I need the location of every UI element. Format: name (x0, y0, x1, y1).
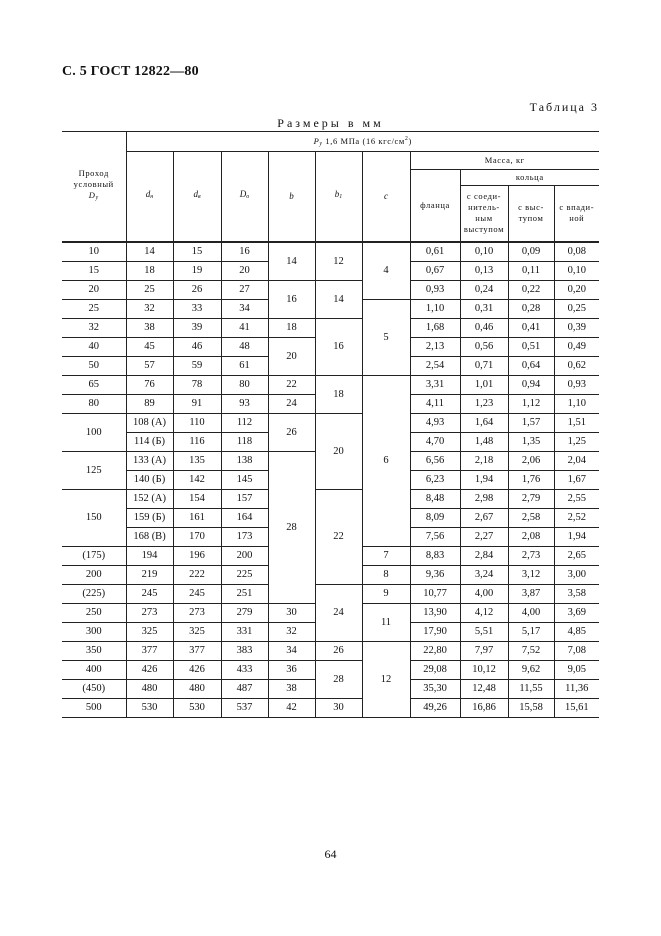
cell-mass-flange: 0,61 (410, 242, 460, 262)
cell-b: 24 (268, 394, 315, 413)
cell-mass-connecting: 0,31 (460, 299, 508, 318)
cell-b1: 30 (315, 698, 362, 717)
cell-c: 7 (362, 546, 410, 565)
cell-dn: 426 (126, 660, 173, 679)
cell-mass-connecting: 5,51 (460, 622, 508, 641)
cell-mass-connecting: 0,71 (460, 356, 508, 375)
cell-d0: 487 (221, 679, 268, 698)
cell-mass-recess: 11,36 (554, 679, 599, 698)
cell-mass-connecting: 0,56 (460, 337, 508, 356)
cell-mass-recess: 1,94 (554, 527, 599, 546)
cell-d0: 48 (221, 337, 268, 356)
cell-mass-connecting: 1,01 (460, 375, 508, 394)
cell-b: 42 (268, 698, 315, 717)
cell-dv: 273 (173, 603, 221, 622)
cell-b: 30 (268, 603, 315, 622)
col-ring-connecting: с соеди- нитель- ным выступом (460, 186, 508, 242)
cell-mass-connecting: 0,46 (460, 318, 508, 337)
document-header: С. 5 ГОСТ 12822—80 (62, 64, 199, 79)
cell-mass-flange: 6,56 (410, 451, 460, 470)
cell-dy: 65 (62, 375, 126, 394)
cell-dv: 39 (173, 318, 221, 337)
cell-c: 12 (362, 641, 410, 717)
cell-dn: 25 (126, 280, 173, 299)
cell-b1: 24 (315, 584, 362, 641)
cell-mass-flange: 17,90 (410, 622, 460, 641)
table-row (62, 698, 599, 717)
col-b: b (268, 152, 315, 242)
cell-dv: 426 (173, 660, 221, 679)
cell-mass-recess: 3,58 (554, 584, 599, 603)
cell-d0: 61 (221, 356, 268, 375)
cell-dv: 19 (173, 261, 221, 280)
cell-mass-connecting: 2,18 (460, 451, 508, 470)
cell-mass-recess: 0,49 (554, 337, 599, 356)
cell-dy: 15 (62, 261, 126, 280)
cell-mass-recess: 3,69 (554, 603, 599, 622)
cell-dv: 135 (173, 451, 221, 470)
cell-mass-projection: 3,12 (508, 565, 554, 584)
cell-b1: 18 (315, 375, 362, 413)
cell-mass-projection: 5,17 (508, 622, 554, 641)
col-b1: b1 (315, 152, 362, 242)
cell-dy: 300 (62, 622, 126, 641)
cell-dv: 161 (173, 508, 221, 527)
cell-dy: 25 (62, 299, 126, 318)
cell-b1: 20 (315, 413, 362, 489)
cell-mass-connecting: 0,24 (460, 280, 508, 299)
cell-dn: 133 (А) (126, 451, 173, 470)
cell-mass-recess: 3,00 (554, 565, 599, 584)
cell-mass-projection: 0,94 (508, 375, 554, 394)
cell-dv: 78 (173, 375, 221, 394)
cell-mass-flange: 29,08 (410, 660, 460, 679)
cell-mass-flange: 0,67 (410, 261, 460, 280)
cell-mass-flange: 4,11 (410, 394, 460, 413)
cell-mass-projection: 2,08 (508, 527, 554, 546)
cell-mass-connecting: 1,94 (460, 470, 508, 489)
cell-b1: 16 (315, 318, 362, 375)
cell-b: 16 (268, 280, 315, 318)
cell-dn: 159 (Б) (126, 508, 173, 527)
cell-dy: 40 (62, 337, 126, 356)
cell-dv: 15 (173, 242, 221, 262)
cell-mass-flange: 22,80 (410, 641, 460, 660)
cell-mass-projection: 7,52 (508, 641, 554, 660)
cell-dy: 20 (62, 280, 126, 299)
table-label: Таблица 3 (529, 100, 599, 114)
cell-mass-flange: 7,56 (410, 527, 460, 546)
cell-b1: 12 (315, 242, 362, 281)
cell-dy: (175) (62, 546, 126, 565)
cell-dn: 14 (126, 242, 173, 262)
table-row (62, 641, 599, 660)
col-dn: dн (126, 152, 173, 242)
cell-mass-flange: 3,31 (410, 375, 460, 394)
cell-mass-projection: 0,22 (508, 280, 554, 299)
cell-mass-projection: 9,62 (508, 660, 554, 679)
cell-mass-projection: 0,09 (508, 242, 554, 262)
cell-dn: 219 (126, 565, 173, 584)
cell-dy: (450) (62, 679, 126, 698)
cell-dn: 377 (126, 641, 173, 660)
col-D0: Dо (221, 152, 268, 242)
cell-mass-flange: 10,77 (410, 584, 460, 603)
cell-dv: 377 (173, 641, 221, 660)
cell-mass-flange: 13,90 (410, 603, 460, 622)
cell-mass-flange: 2,13 (410, 337, 460, 356)
cell-dv: 154 (173, 489, 221, 508)
cell-dn: 114 (Б) (126, 432, 173, 451)
cell-dv: 325 (173, 622, 221, 641)
cell-dy: 200 (62, 565, 126, 584)
cell-mass-recess: 2,65 (554, 546, 599, 565)
cell-mass-recess: 0,25 (554, 299, 599, 318)
cell-mass-flange: 49,26 (410, 698, 460, 717)
cell-b: 26 (268, 413, 315, 451)
cell-mass-recess: 1,51 (554, 413, 599, 432)
cell-mass-flange: 1,68 (410, 318, 460, 337)
dimensions-table (62, 131, 599, 718)
col-flange-mass: фланца (410, 170, 460, 242)
cell-dn: 108 (А) (126, 413, 173, 432)
cell-mass-projection: 15,58 (508, 698, 554, 717)
pressure-header: Py 1,6 МПа (16 кгс/$см^2$) (126, 132, 599, 152)
cell-mass-flange: 8,83 (410, 546, 460, 565)
cell-d0: 27 (221, 280, 268, 299)
cell-b: 18 (268, 318, 315, 337)
cell-mass-projection: 1,57 (508, 413, 554, 432)
cell-mass-projection: 0,41 (508, 318, 554, 337)
cell-mass-connecting: 7,97 (460, 641, 508, 660)
cell-mass-recess: 0,93 (554, 375, 599, 394)
cell-mass-recess: 0,20 (554, 280, 599, 299)
cell-b: 22 (268, 375, 315, 394)
cell-mass-recess: 0,62 (554, 356, 599, 375)
cell-c: 9 (362, 584, 410, 603)
cell-dv: 116 (173, 432, 221, 451)
table-row (62, 280, 599, 299)
cell-d0: 251 (221, 584, 268, 603)
cell-d0: 157 (221, 489, 268, 508)
cell-dv: 91 (173, 394, 221, 413)
cell-mass-flange: 8,09 (410, 508, 460, 527)
cell-dn: 325 (126, 622, 173, 641)
cell-d0: 118 (221, 432, 268, 451)
cell-mass-projection: 1,35 (508, 432, 554, 451)
page-number: 64 (324, 847, 337, 861)
cell-mass-projection: 0,28 (508, 299, 554, 318)
cell-b: 20 (268, 337, 315, 375)
cell-d0: 20 (221, 261, 268, 280)
cell-dv: 245 (173, 584, 221, 603)
cell-mass-flange: 4,70 (410, 432, 460, 451)
cell-mass-recess: 1,25 (554, 432, 599, 451)
cell-b: 28 (268, 451, 315, 603)
col-ring-projection: с выс- тупом (508, 186, 554, 242)
cell-dv: 142 (173, 470, 221, 489)
cell-b1: 28 (315, 660, 362, 698)
cell-mass-recess: 0,10 (554, 261, 599, 280)
cell-b: 36 (268, 660, 315, 679)
cell-dy: 32 (62, 318, 126, 337)
cell-mass-recess: 1,10 (554, 394, 599, 413)
cell-b: 38 (268, 679, 315, 698)
table-row (62, 584, 599, 603)
cell-mass-connecting: 1,64 (460, 413, 508, 432)
cell-c: 5 (362, 299, 410, 375)
cell-dv: 196 (173, 546, 221, 565)
cell-dv: 222 (173, 565, 221, 584)
cell-dv: 170 (173, 527, 221, 546)
cell-mass-connecting: 2,27 (460, 527, 508, 546)
cell-dv: 110 (173, 413, 221, 432)
cell-dy: 250 (62, 603, 126, 622)
cell-dn: 194 (126, 546, 173, 565)
cell-d0: 200 (221, 546, 268, 565)
cell-mass-flange: 4,93 (410, 413, 460, 432)
cell-mass-connecting: 2,98 (460, 489, 508, 508)
cell-d0: 537 (221, 698, 268, 717)
cell-mass-connecting: 10,12 (460, 660, 508, 679)
cell-mass-recess: 15,61 (554, 698, 599, 717)
cell-mass-projection: 4,00 (508, 603, 554, 622)
cell-d0: 279 (221, 603, 268, 622)
cell-mass-recess: 1,67 (554, 470, 599, 489)
cell-dv: 59 (173, 356, 221, 375)
cell-dy: 350 (62, 641, 126, 660)
cell-dv: 26 (173, 280, 221, 299)
cell-dv: 530 (173, 698, 221, 717)
cell-mass-projection: 1,76 (508, 470, 554, 489)
cell-d0: 383 (221, 641, 268, 660)
table-row (62, 413, 599, 432)
cell-mass-projection: 2,73 (508, 546, 554, 565)
cell-mass-flange: 8,48 (410, 489, 460, 508)
cell-c: 6 (362, 375, 410, 546)
cell-dn: 57 (126, 356, 173, 375)
cell-dn: 168 (В) (126, 527, 173, 546)
col-nominal-bore: Проход условный Dy (62, 132, 126, 242)
cell-mass-connecting: 2,67 (460, 508, 508, 527)
table-row (62, 318, 599, 337)
cell-mass-connecting: 16,86 (460, 698, 508, 717)
cell-dy: 50 (62, 356, 126, 375)
cell-dn: 530 (126, 698, 173, 717)
cell-dv: 480 (173, 679, 221, 698)
cell-mass-recess: 2,52 (554, 508, 599, 527)
cell-mass-flange: 1,10 (410, 299, 460, 318)
cell-b1: 14 (315, 280, 362, 318)
cell-dy: 80 (62, 394, 126, 413)
table-row (62, 489, 599, 508)
cell-mass-projection: 11,55 (508, 679, 554, 698)
cell-mass-connecting: 0,13 (460, 261, 508, 280)
units-caption: Размеры в мм (277, 116, 384, 130)
cell-mass-recess: 0,39 (554, 318, 599, 337)
cell-d0: 225 (221, 565, 268, 584)
cell-dn: 140 (Б) (126, 470, 173, 489)
cell-b: 32 (268, 622, 315, 641)
cell-d0: 331 (221, 622, 268, 641)
cell-d0: 93 (221, 394, 268, 413)
cell-dy: 500 (62, 698, 126, 717)
cell-mass-connecting: 3,24 (460, 565, 508, 584)
cell-dy: 10 (62, 242, 126, 262)
cell-mass-projection: 2,79 (508, 489, 554, 508)
cell-d0: 112 (221, 413, 268, 432)
cell-mass-projection: 2,58 (508, 508, 554, 527)
cell-b1: 26 (315, 641, 362, 660)
cell-dn: 32 (126, 299, 173, 318)
cell-dy: 100 (62, 413, 126, 451)
cell-mass-flange: 6,23 (410, 470, 460, 489)
cell-mass-connecting: 12,48 (460, 679, 508, 698)
cell-c: 8 (362, 565, 410, 584)
cell-mass-recess: 2,04 (554, 451, 599, 470)
cell-b: 34 (268, 641, 315, 660)
cell-c: 4 (362, 242, 410, 300)
cell-mass-recess: 0,08 (554, 242, 599, 262)
cell-mass-connecting: 4,00 (460, 584, 508, 603)
cell-mass-connecting: 4,12 (460, 603, 508, 622)
cell-mass-connecting: 2,84 (460, 546, 508, 565)
cell-dn: 245 (126, 584, 173, 603)
cell-dn: 38 (126, 318, 173, 337)
cell-mass-flange: 2,54 (410, 356, 460, 375)
cell-dn: 89 (126, 394, 173, 413)
cell-mass-recess: 9,05 (554, 660, 599, 679)
cell-mass-flange: 0,93 (410, 280, 460, 299)
cell-dn: 18 (126, 261, 173, 280)
cell-d0: 138 (221, 451, 268, 470)
col-c: c (362, 152, 410, 242)
cell-mass-connecting: 1,23 (460, 394, 508, 413)
ring-header: кольца (460, 170, 599, 186)
col-ring-recess: с впади- ной (554, 186, 599, 242)
cell-dv: 33 (173, 299, 221, 318)
cell-mass-connecting: 1,48 (460, 432, 508, 451)
cell-mass-recess: 2,55 (554, 489, 599, 508)
cell-mass-projection: 3,87 (508, 584, 554, 603)
cell-dy: 150 (62, 489, 126, 546)
cell-d0: 173 (221, 527, 268, 546)
table-row (62, 660, 599, 679)
cell-dv: 46 (173, 337, 221, 356)
col-dv: dв (173, 152, 221, 242)
cell-dn: 480 (126, 679, 173, 698)
cell-d0: 164 (221, 508, 268, 527)
cell-mass-projection: 1,12 (508, 394, 554, 413)
cell-b1: 22 (315, 489, 362, 584)
cell-dn: 273 (126, 603, 173, 622)
cell-dy: 125 (62, 451, 126, 489)
cell-mass-projection: 0,11 (508, 261, 554, 280)
mass-header: Масса, кг (410, 152, 599, 170)
cell-dn: 152 (А) (126, 489, 173, 508)
cell-mass-flange: 35,30 (410, 679, 460, 698)
cell-d0: 80 (221, 375, 268, 394)
cell-d0: 41 (221, 318, 268, 337)
cell-d0: 16 (221, 242, 268, 262)
cell-mass-projection: 2,06 (508, 451, 554, 470)
cell-c: 11 (362, 603, 410, 641)
cell-mass-connecting: 0,10 (460, 242, 508, 262)
cell-dn: 45 (126, 337, 173, 356)
cell-d0: 34 (221, 299, 268, 318)
cell-mass-projection: 0,64 (508, 356, 554, 375)
cell-dy: (225) (62, 584, 126, 603)
cell-d0: 433 (221, 660, 268, 679)
table-row (62, 375, 599, 394)
cell-mass-flange: 9,36 (410, 565, 460, 584)
cell-dy: 400 (62, 660, 126, 679)
cell-b: 14 (268, 242, 315, 281)
cell-mass-recess: 4,85 (554, 622, 599, 641)
cell-mass-recess: 7,08 (554, 641, 599, 660)
cell-mass-projection: 0,51 (508, 337, 554, 356)
table-row (62, 242, 599, 262)
cell-dn: 76 (126, 375, 173, 394)
cell-d0: 145 (221, 470, 268, 489)
